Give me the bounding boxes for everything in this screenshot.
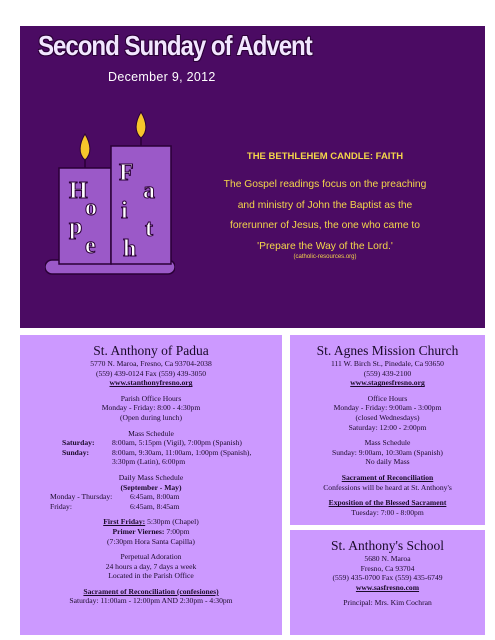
candle-letter-i: i — [121, 198, 128, 224]
candle-letter-h: H — [69, 178, 88, 204]
padua-recon-title: Sacrament of Reconciliation (confesiones) — [83, 586, 219, 596]
padua-heading: St. Anthony of Padua — [93, 343, 209, 358]
first-friday-label: First Friday: — [103, 517, 146, 527]
candle-line: forerunner of Jesus, the one who came to — [229, 220, 421, 231]
saturday-label: Saturday: — [62, 438, 95, 448]
school-website-link[interactable]: www.sasfresno.com — [355, 582, 420, 592]
candle-line: and ministry of John the Baptist as the — [237, 199, 413, 211]
first-friday-value: 5:30pm (Chapel) — [147, 517, 199, 527]
friday-times: 6:45am, 8:45am — [130, 501, 180, 511]
sunday-times-2: 3:30pm (Latin), 6:00pm — [112, 457, 186, 467]
agnes-recon-title: Sacrament of Reconciliation — [341, 472, 434, 482]
school-info-box — [290, 530, 485, 635]
padua-phone: (559) 439-0124 Fax (559) 439-3050 — [95, 368, 207, 378]
candle-letter-p: p — [69, 214, 83, 240]
padua-office-title: Parish Office Hours — [120, 393, 182, 403]
agnes-mass-sun: Sunday: 9:00am, 10:30am (Spanish) — [332, 447, 443, 457]
padua-address: 5770 N. Maroa, Fresno, Ca 93704-2038 — [90, 359, 212, 368]
sunday-times: 8:00am, 9:30am, 11:00am, 1:00pm (Spanish), — [112, 447, 252, 457]
padua-daily-title: Daily Mass Schedule — [118, 472, 184, 482]
candle-letter-f: F — [119, 160, 134, 186]
agnes-expo-title: Exposition of the Blessed Sacrament — [328, 498, 447, 508]
candle-description — [196, 175, 454, 257]
padua-website-link[interactable]: www.stanthonyfresno.org — [109, 378, 193, 388]
agnes-office-note: (closed Wednesdays) — [355, 412, 420, 422]
agnes-info-box — [290, 335, 485, 525]
bulletin-date: December 9, 2012 — [108, 70, 216, 84]
school-phone: (559) 435-0700 Fax (559) 435-6749 — [332, 573, 443, 583]
padua-mon-thu-row — [20, 492, 282, 502]
agnes-mass-title: Mass Schedule — [364, 438, 411, 448]
mon-thu-label: Monday - Thursday: — [50, 492, 113, 502]
candle-letter-e: e — [85, 233, 96, 259]
sunday-label: Sunday: — [62, 447, 90, 457]
agnes-office-title: Office Hours — [367, 393, 408, 403]
padua-primer-note: (7:30pm Hora Santa Capilla) — [107, 536, 195, 546]
agnes-recon-line: Confessions will be heard at St. Anthony's — [323, 482, 452, 492]
padua-friday-row — [20, 502, 282, 512]
saturday-times: 8:00am, 5:15pm (Vigil), 7:00pm (Spanish) — [112, 438, 242, 448]
padua-info-box — [20, 335, 282, 635]
padua-sunday-row-2 — [20, 457, 282, 467]
padua-mass-title: Mass Schedule — [128, 428, 174, 438]
padua-adoration-line1: 24 hours a day, 7 days a week — [105, 561, 197, 571]
agnes-mass-daily: No daily Mass — [365, 457, 410, 467]
agnes-expo-line: Tuesday: 7:00 - 8:00pm — [351, 507, 424, 517]
candle-letter-t: t — [145, 216, 153, 242]
school-address2: Fresno, Ca 93704 — [360, 563, 415, 573]
candle-letter-o: o — [85, 195, 97, 221]
agnes-phone: (559) 439-2100 — [363, 368, 412, 378]
agnes-address: 111 W. Birch St., Pinedale, Ca 93650 — [331, 359, 444, 368]
agnes-website-link[interactable]: www.stagnesfresno.org — [350, 378, 425, 388]
page-title: Second Sunday of Advent — [38, 30, 312, 61]
candle-line: 'Prepare the Way of the Lord.' — [257, 240, 393, 252]
candle-heading: THE BETHLEHEM CANDLE: FAITH — [246, 151, 404, 162]
advent-candles-illustration — [45, 110, 175, 280]
candle-line: The Gospel readings focus on the preaching — [223, 179, 427, 190]
padua-sunday-row — [20, 448, 282, 458]
friday-label: Friday: — [50, 501, 72, 511]
agnes-office-hours: Monday - Friday: 9:00am - 3:00pm — [333, 403, 442, 413]
primer-label: Primer Viernes: — [112, 526, 165, 536]
padua-adoration-line2: Located in the Parish Office — [108, 571, 194, 581]
agnes-office-sat: Saturday: 12:00 - 2:00pm — [348, 422, 427, 432]
candle-letter-a: a — [143, 178, 155, 204]
primer-value: 7:00pm — [166, 526, 190, 536]
padua-daily-sub: (September - May) — [120, 482, 182, 492]
padua-adoration-title: Perpetual Adoration — [120, 552, 182, 562]
candle-source: (catholic-resources.org) — [293, 254, 357, 260]
mon-thu-times: 6:45am, 8:00am — [130, 492, 180, 502]
padua-primer-viernes — [20, 527, 282, 537]
padua-first-friday — [20, 517, 282, 527]
padua-saturday-row — [20, 438, 282, 448]
padua-office-note: (Open during lunch) — [120, 412, 182, 422]
school-principal: Principal: Mrs. Kim Cochran — [343, 598, 432, 608]
agnes-heading: St. Agnes Mission Church — [316, 343, 459, 358]
padua-office-hours: Monday - Friday: 8:00 - 4:30pm — [101, 403, 201, 413]
school-heading: St. Anthony's School — [330, 538, 445, 553]
school-address1: 5680 N. Maroa — [364, 554, 411, 563]
padua-recon-line: Saturday: 11:00am - 12:00pm AND 2:30pm - 4:30pm — [69, 596, 233, 606]
candle-letter-h2: h — [123, 236, 137, 262]
